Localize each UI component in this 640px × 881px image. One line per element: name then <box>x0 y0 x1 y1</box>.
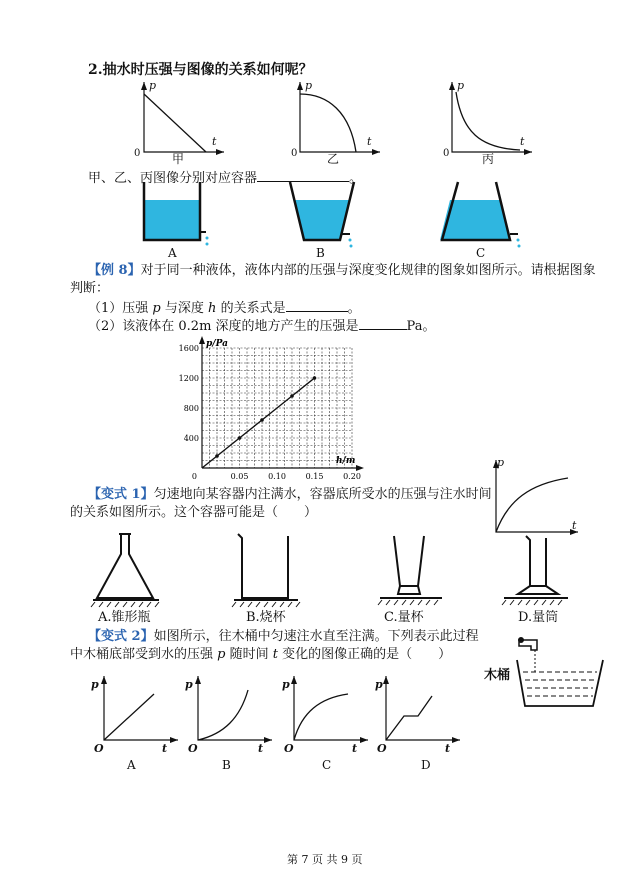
x-tick-label: 0.10 <box>268 472 286 481</box>
y-label: p <box>497 456 505 469</box>
container-label: C <box>476 246 486 260</box>
section-title: 2.抽水时压强与图像的关系如何呢？ <box>88 62 313 78</box>
y-label: p <box>149 79 157 92</box>
y-label: p <box>91 678 99 691</box>
option-b: B.烧杯 <box>246 610 286 625</box>
y-label: p <box>457 79 465 92</box>
x-tick-label: 0.05 <box>230 472 249 481</box>
y-label: p <box>375 678 383 691</box>
graph-label: B <box>222 758 231 772</box>
x-label: t <box>258 742 264 755</box>
data-point <box>215 454 219 458</box>
example8-q2: （2）该液体在 0.2m 深度的地方产生的压强是 Pa。 <box>88 319 436 334</box>
graph-label: D <box>421 758 431 772</box>
x-axis-label: h/m <box>336 456 356 466</box>
option-d: D.量筒 <box>518 610 559 625</box>
variant2-line2: 中木桶底部受到水的压强 p 随时间 t 变化的图像正确的是（ ） <box>70 647 452 662</box>
x-label: t <box>572 519 577 532</box>
x-label: t <box>520 135 525 148</box>
x-axis-arrow <box>356 465 364 471</box>
variant1-line2: 的关系如图所示。这个容器可能是（ ） <box>70 505 318 520</box>
y-label: p <box>282 678 290 691</box>
x-label: t <box>212 135 217 148</box>
origin-label: 0 <box>291 148 298 159</box>
y-tick-label: 800 <box>183 404 199 413</box>
origin-label: O <box>377 742 387 755</box>
origin-label: 0 <box>443 148 450 159</box>
graph-caption: 甲 <box>172 152 185 166</box>
graph-label: A <box>127 758 136 772</box>
y-axis-arrow <box>199 336 205 344</box>
graph-label: C <box>322 758 332 772</box>
origin-label: O <box>284 742 294 755</box>
graph-caption: 乙 <box>327 152 340 166</box>
page-footer: 第 7 页 共 9 页 <box>287 853 363 866</box>
example8-line2: 判断： <box>70 281 110 296</box>
example8-tag: 【例 8】 <box>88 263 141 278</box>
variant2-tag: 【变式 2】 <box>88 629 154 644</box>
origin-label: 0 <box>134 148 141 159</box>
container-label: A <box>168 246 177 260</box>
origin-label: O <box>94 742 104 755</box>
data-point <box>238 436 242 440</box>
y-tick-label: 400 <box>183 434 199 443</box>
match-line: 甲、乙、丙图像分别对应容器 。 <box>88 171 363 186</box>
y-label: p <box>185 678 193 691</box>
y-axis-label: p/Pa <box>206 339 228 349</box>
y-tick-label: 1200 <box>178 374 199 383</box>
variant2-line1: 【变式 2】如图所示，往木桶中匀速注水直至注满。下列表示此过程 <box>88 629 479 644</box>
x-tick-label: 0.20 <box>343 472 361 481</box>
y-label: p <box>305 79 313 92</box>
x-tick-label: 0.15 <box>305 472 324 481</box>
variant1-tag: 【变式 1】 <box>88 487 154 502</box>
x-label: t <box>162 742 168 755</box>
example8-line1: 【例 8】对于同一种液体，液体内部的压强与深度变化规律的图象如图所示。请根据图象 <box>88 263 596 278</box>
data-point <box>290 394 294 398</box>
origin-label: 0 <box>191 472 197 481</box>
y-tick-label: 1600 <box>178 344 199 353</box>
x-label: t <box>445 742 451 755</box>
x-label: t <box>367 135 372 148</box>
x-label: t <box>352 742 358 755</box>
variant1-line1: 【变式 1】匀速地向某容器内注满水，容器底所受水的压强与注水时间 <box>88 487 492 502</box>
example8-q1: （1）压强 p 与深度 h 的关系式是 。 <box>88 301 361 316</box>
pressure-depth-chart <box>178 334 378 484</box>
graph-caption: 丙 <box>482 152 495 166</box>
bucket-label: 木桶 <box>484 668 511 683</box>
origin-label: O <box>188 742 198 755</box>
data-point <box>313 376 317 380</box>
container-label: B <box>316 246 325 260</box>
option-a: A.锥形瓶 <box>98 610 151 625</box>
option-c: C.量杯 <box>384 610 424 625</box>
data-point <box>260 418 264 422</box>
